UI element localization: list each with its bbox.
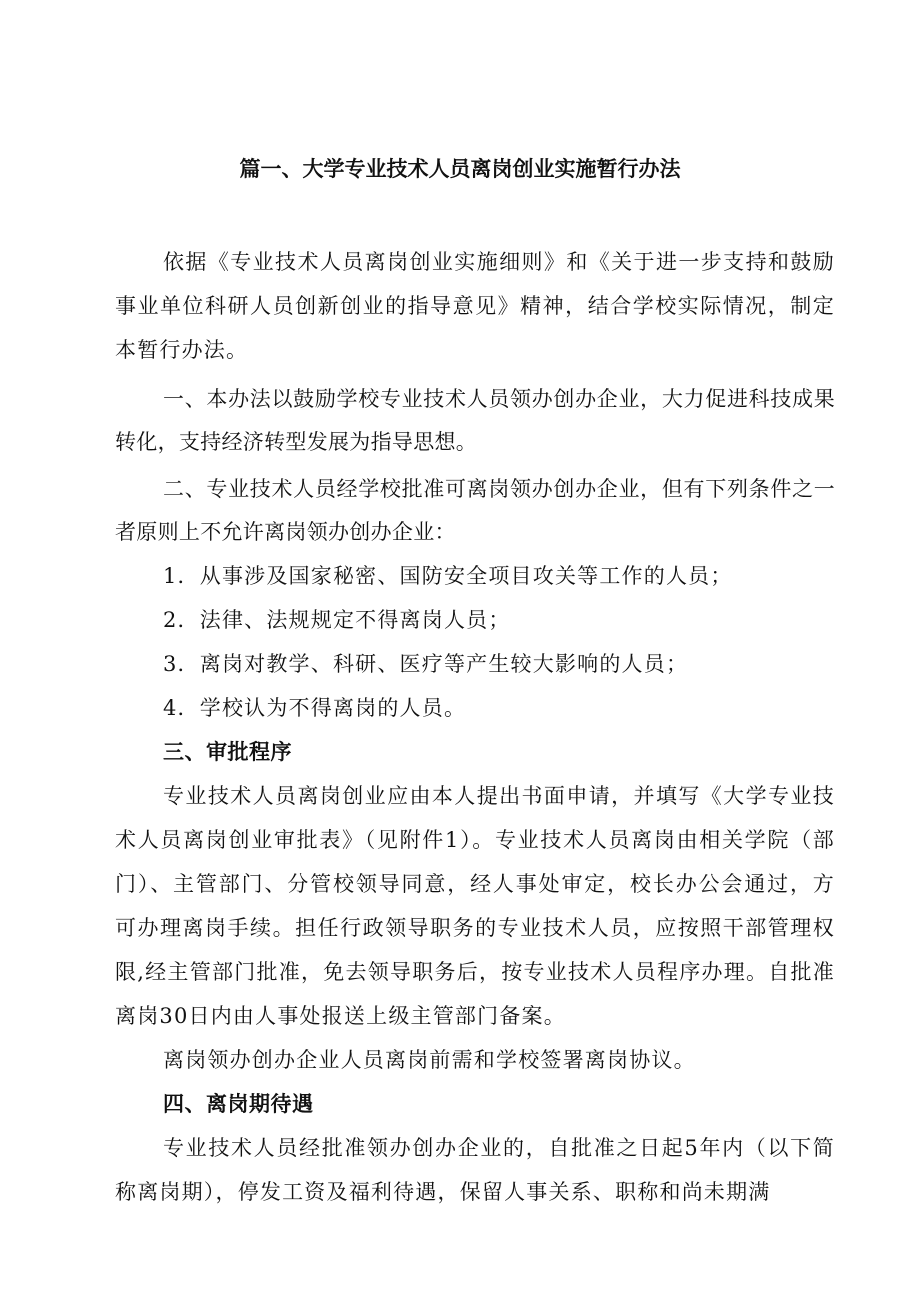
section-2-item: 2．法律、法规规定不得离岗人员； (163, 608, 511, 632)
section-2-item: 1．从事涉及国家秘密、国防安全项目攻关等工作的人员； (163, 564, 733, 588)
intro-paragraph: 依据《专业技术人员离岗创业实施细则》和《关于进一步支持和鼓励事业单位科研人员创新创业的指导意见》精神，结合学校实际情况，制定本暂行办法。 (115, 250, 835, 362)
section-3-heading: 三、审批程序 (163, 740, 292, 764)
section-2-paragraph: 二、专业技术人员经学校批准可离岗领办创办企业，但有下列条件之一者原则上不允许离岗领办创办企业： (115, 477, 835, 544)
section-3-agreement-paragraph: 离岗领办创办企业人员离岗前需和学校签署离岗协议。 (163, 1048, 696, 1072)
section-3-paragraph: 专业技术人员离岗创业应由本人提出书面申请，并填写《大学专业技术人员离岗创业审批表》（见附件1）。专业技术人员离岗由相关学院（部门）、主管部门、分管校领导同意，经人事处审定，校长办公会通过，方可办理离岗手续。担任行政领导职务的专业技术人员，应按照干部管理权限,经主管部门批准，免去领导职务后，按专业技术人员程序办理。自批准离岗30日内由人事处报送上级主管部门备案。 (115, 784, 835, 1028)
section-2-item: 3．离岗对教学、科研、医疗等产生较大影响的人员； (163, 652, 689, 676)
section-4-heading: 四、离岗期待遇 (163, 1092, 314, 1116)
section-2-item: 4．学校认为不得离岗的人员。 (163, 696, 467, 720)
document-title: 篇一、大学专业技术人员离岗创业实施暂行办法 (239, 157, 681, 181)
section-1-paragraph: 一、本办法以鼓励学校专业技术人员领办创办企业，大力促进科技成果转化，支持经济转型发展为指导思想。 (115, 387, 835, 454)
section-4-paragraph: 专业技术人员经批准领办创办企业的，自批准之日起5年内（以下简称离岗期），停发工资及福利待遇，保留人事关系、职称和尚未期满 (115, 1136, 835, 1204)
document-body (115, 240, 835, 1214)
